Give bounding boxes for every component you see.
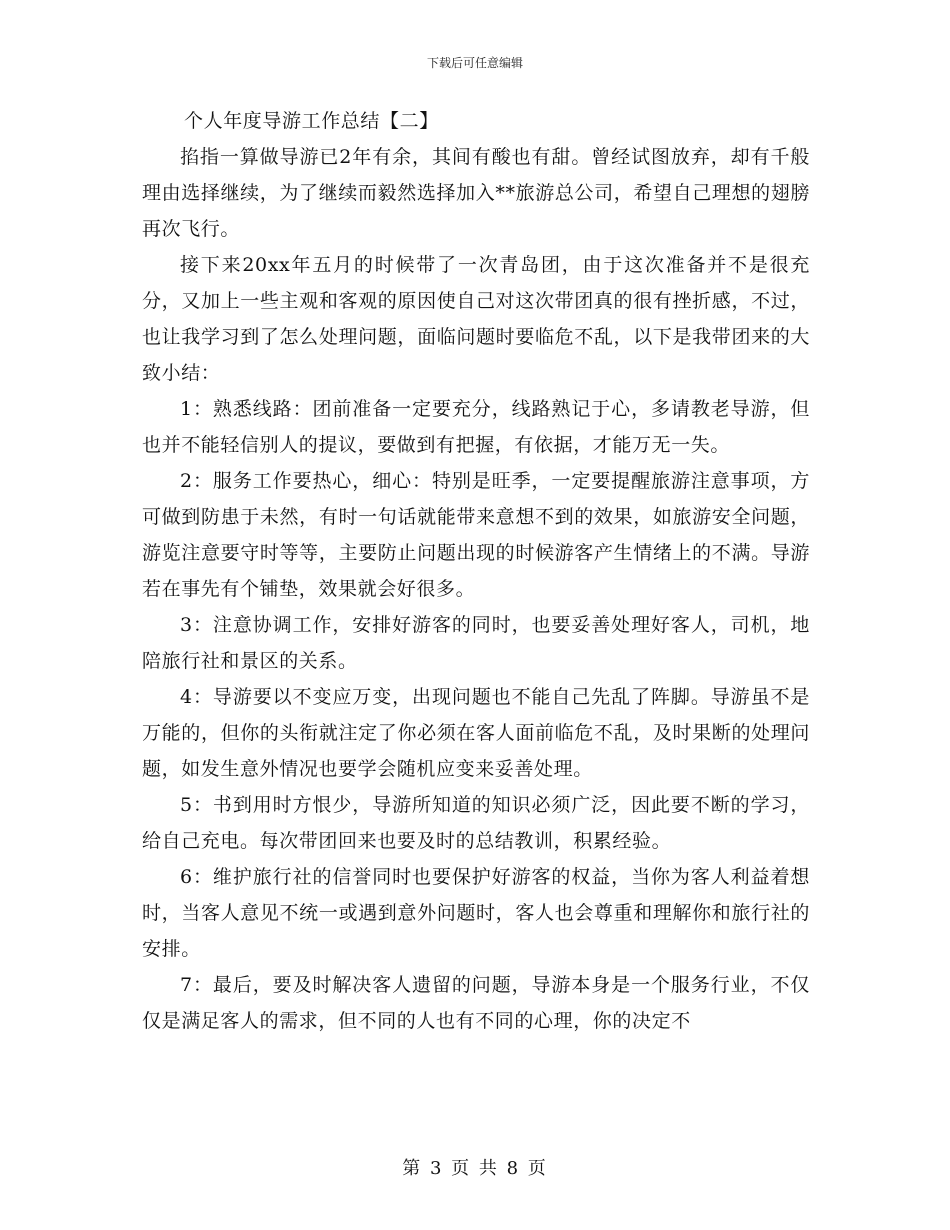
paragraph-item-3: 3：注意协调工作，安排好游客的同时，也要妥善处理好客人，司机，地陪旅行社和景区的关系。: [142, 614, 810, 672]
page-header-note: 下载后可任意编辑: [426, 56, 523, 70]
paragraph-item-2: 2：服务工作要热心，细心：特别是旺季，一定要提醒旅游注意事项，方可做到防患于未然，有时一句话就能带来意想不到的效果，如旅游安全问题，游览注意要守时等等，主要防止问题出现的时候游客产生情绪上的不满。导游若在事先有个铺垫，效果就会好很多。: [142, 470, 810, 600]
paragraph-intro: 掐指一算做导游已2年有余，其间有酸也有甜。曾经试图放弃，却有千般理由选择继续，为了继续而毅然选择加入**旅游总公司，希望自己理想的翅膀再次飞行。: [142, 146, 810, 240]
document-body: [142, 103, 810, 1039]
paragraph-item-1: 1：熟悉线路：团前准备一定要充分，线路熟记于心，多请教老导游，但也并不能轻信别人的提议，要做到有把握，有依据，才能万无一失。: [142, 398, 810, 456]
document-title: 个人年度导游工作总结【二】: [184, 110, 439, 132]
paragraph-item-6: 6：维护旅行社的信誉同时也要保护好游客的权益，当你为客人利益着想时，当客人意见不统一或遇到意外问题时，客人也会尊重和理解你和旅行社的安排。: [142, 866, 810, 960]
paragraph-item-5: 5：书到用时方恨少，导游所知道的知识必须广泛，因此要不断的学习，给自己充电。每次带团回来也要及时的总结教训，积累经验。: [142, 794, 810, 852]
paragraph-item-7: 7：最后，要及时解决客人遗留的问题，导游本身是一个服务行业，不仅仅是满足客人的需求，但不同的人也有不同的心理，你的决定不: [142, 974, 810, 1032]
page-number-indicator: 第 3 页 共 8 页: [402, 1158, 548, 1179]
paragraph-qingdao-trip: 接下来20xx年五月的时候带了一次青岛团，由于这次准备并不是很充分，又加上一些主观和客观的原因使自己对这次带团真的很有挫折感，不过，也让我学习到了怎么处理问题，面临问题时要临危不乱，以下是我带团来的大致小结：: [142, 254, 810, 384]
paragraph-item-4: 4：导游要以不变应万变，出现问题也不能自己先乱了阵脚。导游虽不是万能的，但你的头衔就注定了你必须在客人面前临危不乱，及时果断的处理问题，如发生意外情况也要学会随机应变来妥善处理。: [142, 686, 810, 780]
